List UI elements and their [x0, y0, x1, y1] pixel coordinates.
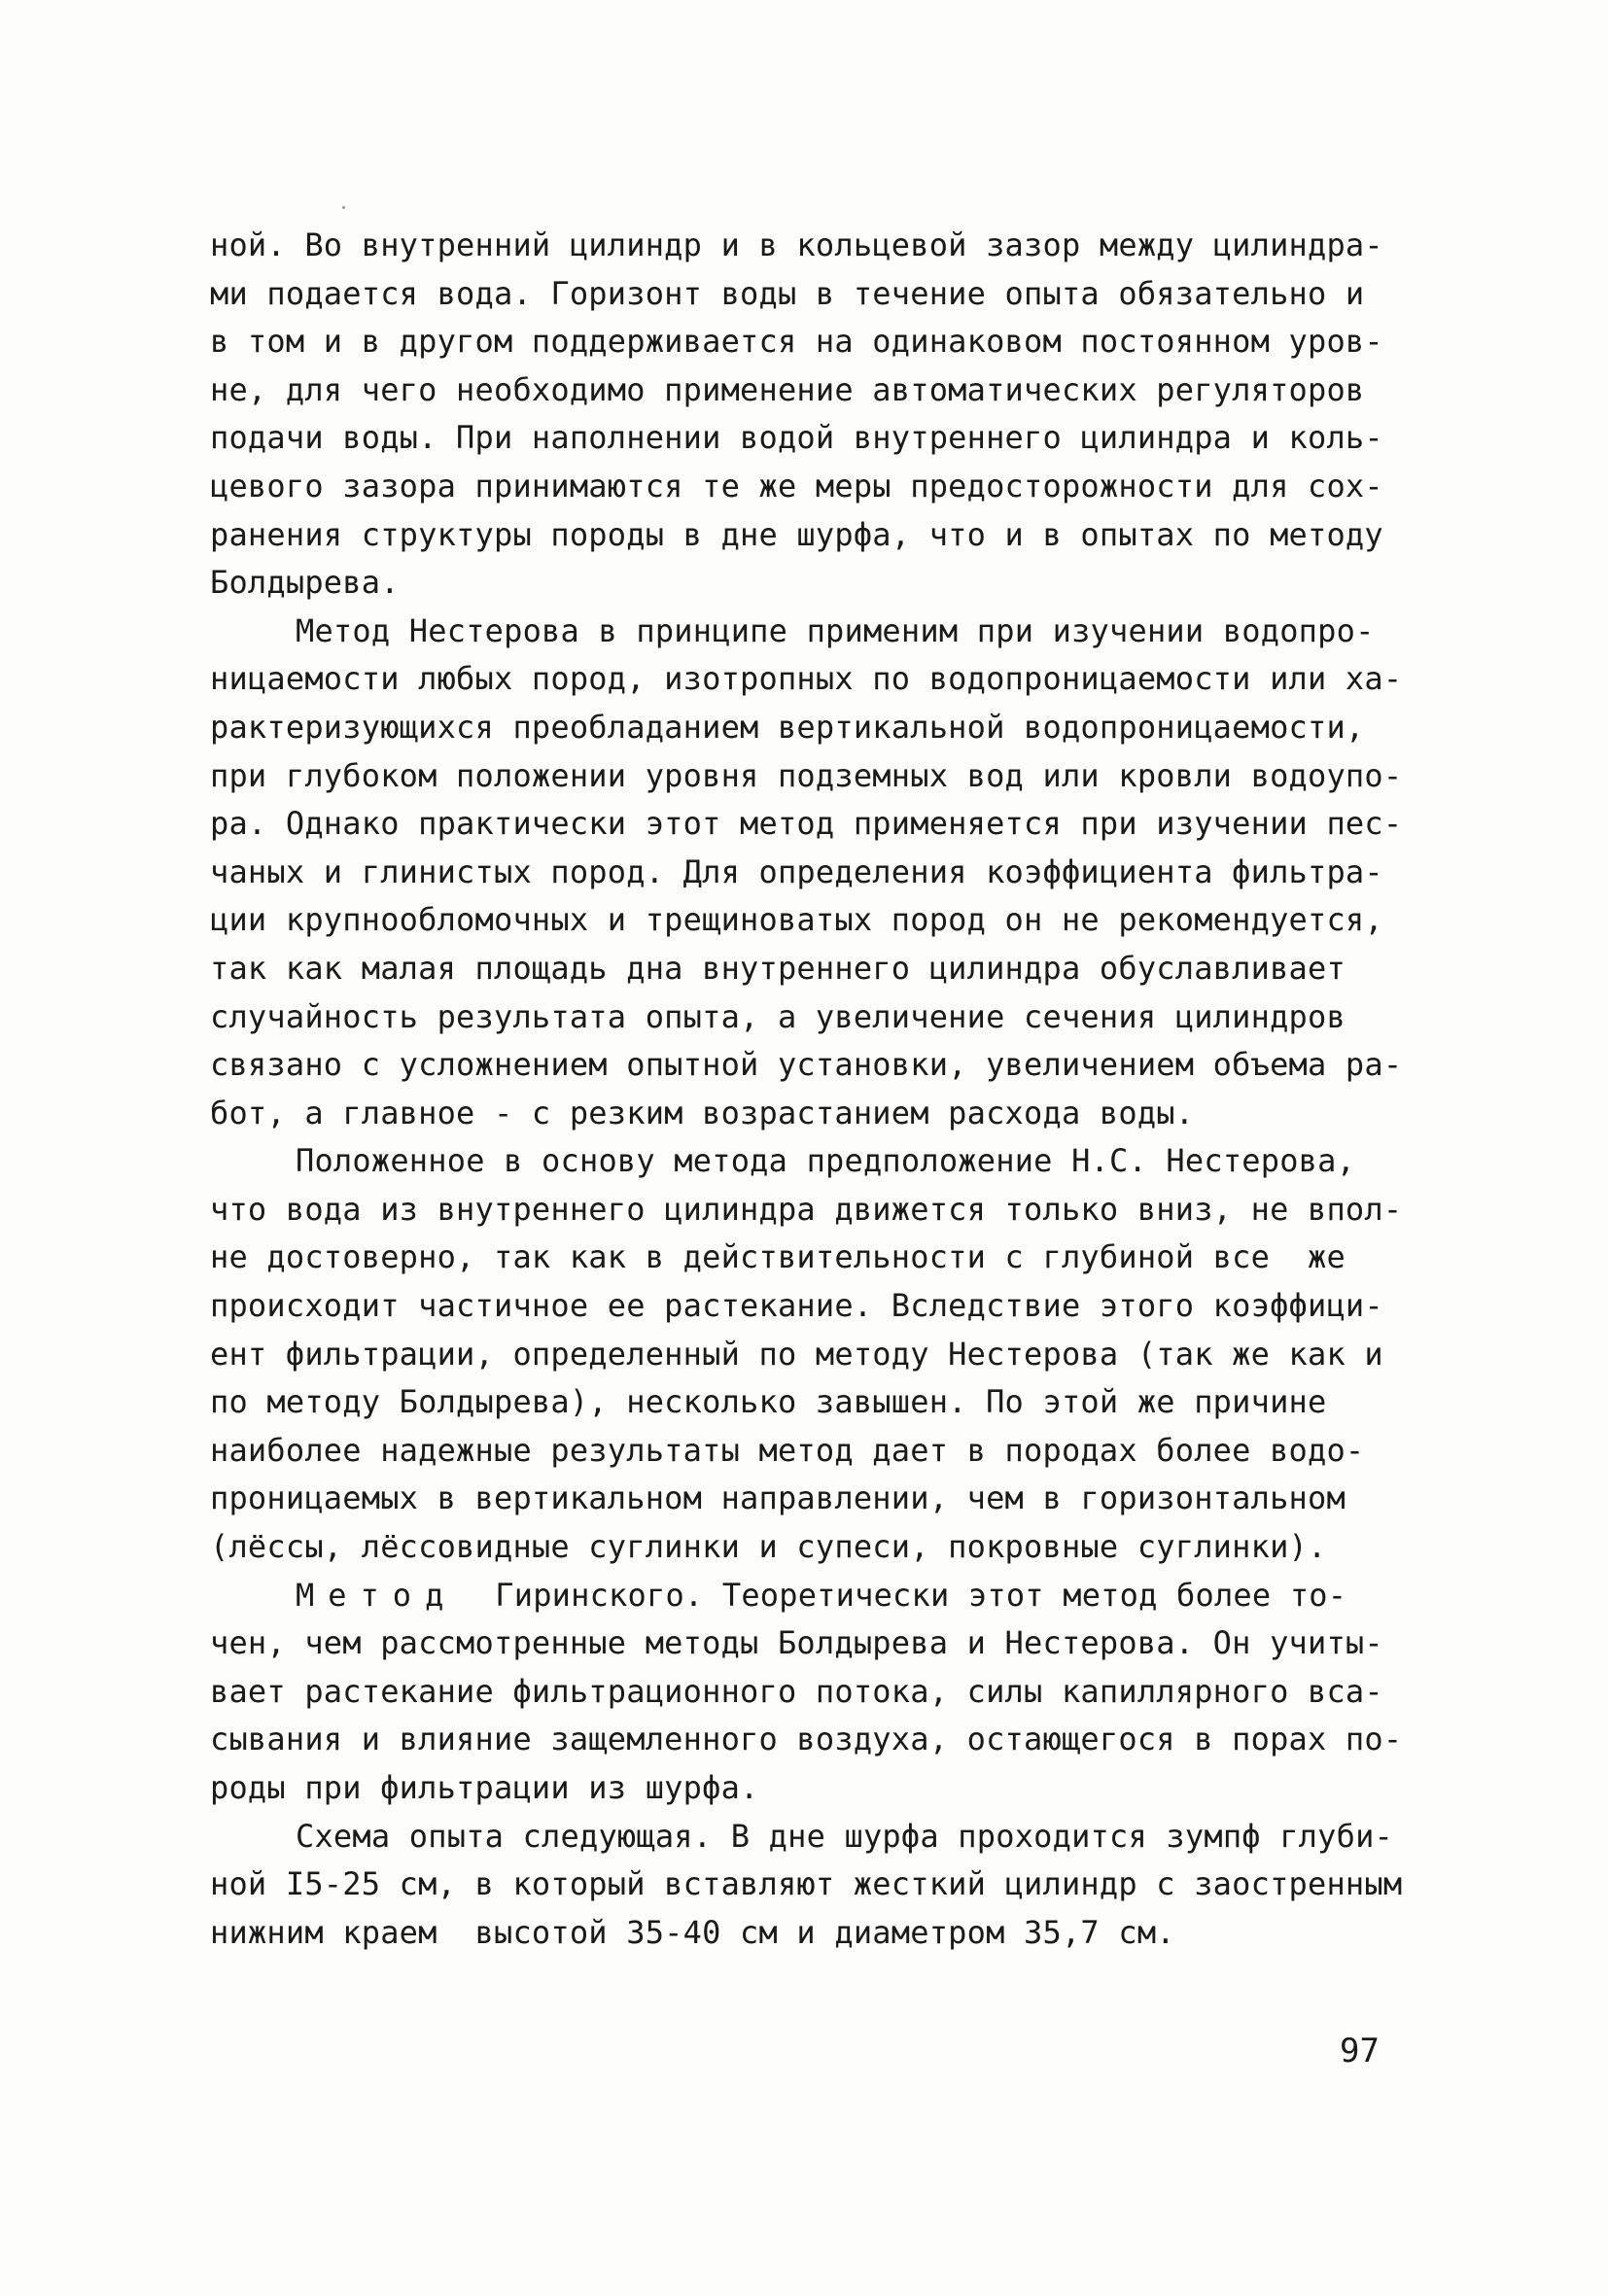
method-heading: Метод [296, 1576, 458, 1614]
text-line: ранения структуры породы в дне шурфа, что и в опытах по методу [210, 515, 1383, 553]
text-line: ной I5-25 см, в который вставляют жесткий цилиндр с заостренным [210, 1865, 1403, 1903]
text-line: подачи воды. При наполнении водой внутреннего цилиндра и коль- [210, 419, 1383, 457]
text-line [210, 1572, 1416, 1620]
text-line: ницаемости любых пород, изотропных по водопроницаемости или ха- [210, 660, 1403, 698]
text-line: по методу Болдырева), несколько завышен. По этой же причине [210, 1383, 1327, 1421]
text-line: так как малая площадь дна внутреннего цилиндра обуславливает [210, 949, 1346, 987]
text-line: Метод Нестерова в принципе применим при изучении водопро- [296, 611, 1375, 649]
text-line: не достоверно, так как в действительности с глубиной все же [210, 1238, 1346, 1276]
text-line: Болдырева. [210, 564, 400, 602]
text-line: проницаемых в вертикальном направлении, чем в горизонтальном [210, 1479, 1346, 1517]
text-line: наиболее надежные результаты метод дает в породах более водо- [210, 1431, 1365, 1469]
text-line: ент фильтрации, определенный по методу Нестерова (так же как и [210, 1335, 1383, 1373]
text-line: Схема опыта следующая. В дне шурфа проходится зумпф глуби- [296, 1817, 1394, 1855]
text-line: при глубоком положении уровня подземных вод или кровли водоупо- [210, 756, 1403, 794]
body-text [210, 222, 1416, 1957]
text-line: не, для чего необходимо применение автоматических регуляторов [210, 370, 1365, 408]
text-line: сывания и влияние защемленного воздуха, остающегося в порах по- [210, 1721, 1403, 1758]
text-line: чен, чем рассмотренные методы Болдырева и Нестерова. Он учиты- [210, 1624, 1383, 1662]
text-line: ра. Однако практически этот метод применяется при изучении пес- [210, 805, 1403, 843]
text-line: вает растекание фильтрационного потока, силы капиллярного вса- [210, 1672, 1383, 1710]
text-line: ми подается вода. Горизонт воды в течение опыта обязательно и [210, 274, 1365, 312]
text-line: в том и в другом поддерживается на одинаковом постоянном уров- [210, 323, 1383, 361]
text-line: роды при фильтрации из шурфа. [210, 1769, 759, 1806]
page-number: 97 [1340, 2032, 1380, 2070]
text-line: происходит частичное ее растекание. Вследствие этого коэффици- [210, 1287, 1383, 1325]
method-heading-continuation: Гиринского. Теоретически этот метод более то- [495, 1576, 1347, 1614]
text-line: что вода из внутреннего цилиндра движется только вниз, не впол- [210, 1190, 1403, 1228]
text-line: цевого зазора принимаются те же меры предосторожности для сох- [210, 467, 1383, 504]
text-line: чаных и глинистых пород. Для определения коэффициента фильтра- [210, 852, 1383, 890]
text-line: случайность результата опыта, а увеличение сечения цилиндров [210, 997, 1346, 1035]
text-line: ной. Во внутренний цилиндр и в кольцевой зазор между цилиндра- [210, 226, 1383, 263]
text-line: рактеризующихся преобладанием вертикальной водопроницаемости, [210, 708, 1365, 746]
scan-speck [342, 206, 345, 209]
text-line: связано с усложнением опытной установки, увеличением объема ра- [210, 1046, 1403, 1084]
text-line: ции крупнообломочных и трещиноватых пород он не рекомендуется, [210, 901, 1383, 939]
text-line: нижним краем высотой 35-40 см и диаметром 35,7 см. [210, 1913, 1175, 1951]
text-line: (лёссы, лёссовидные суглинки и супеси, покровные суглинки). [210, 1528, 1327, 1566]
text-line: Положенное в основу метода предположение Н.С. Нестерова, [296, 1142, 1356, 1180]
text-line: бот, а главное - с резким возрастанием расхода воды. [210, 1094, 1195, 1131]
